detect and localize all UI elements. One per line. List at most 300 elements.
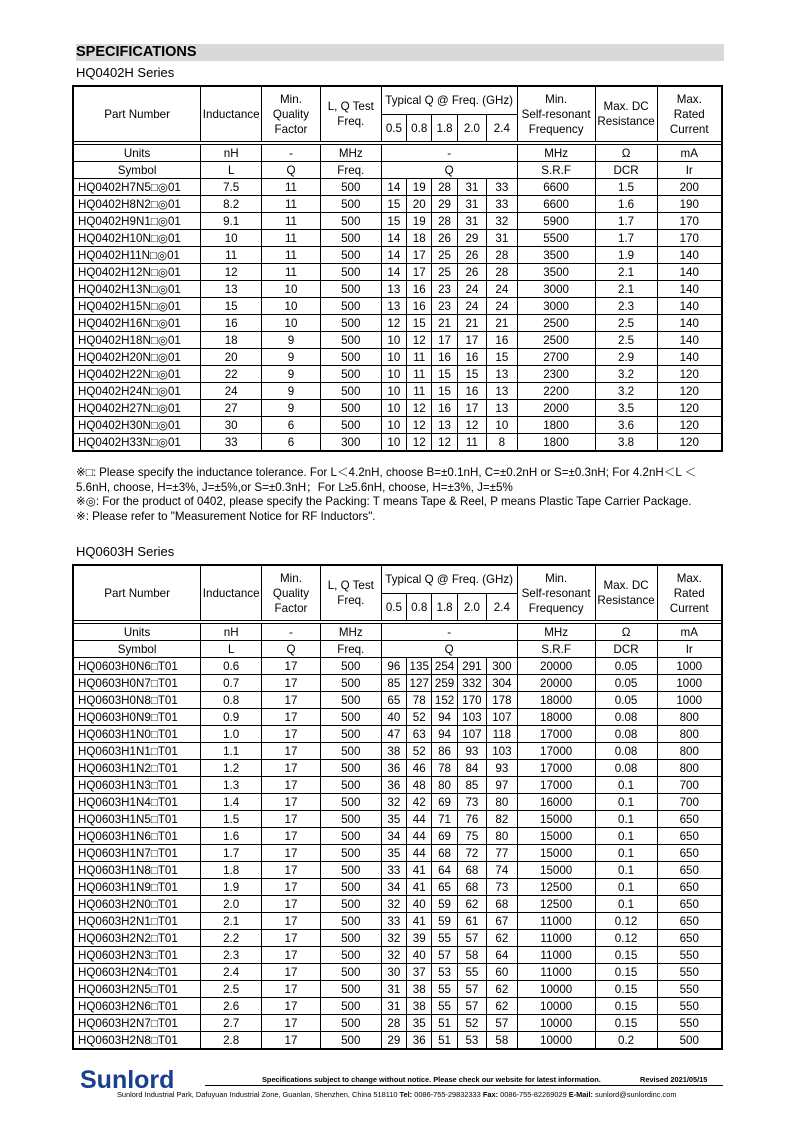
table-cell: 29 bbox=[381, 1032, 406, 1050]
table-cell: 500 bbox=[320, 794, 381, 811]
table-cell: 20000 bbox=[517, 658, 595, 675]
footer-address bbox=[117, 1090, 677, 1099]
table-cell: 3.2 bbox=[595, 366, 657, 383]
table-cell: 2300 bbox=[517, 366, 595, 383]
table-cell: 34 bbox=[381, 828, 406, 845]
table-cell: 23 bbox=[432, 298, 457, 315]
table-row bbox=[73, 1015, 722, 1032]
table-cell: 33 bbox=[487, 179, 517, 196]
table-cell: 550 bbox=[657, 981, 722, 998]
table-cell: 17 bbox=[262, 896, 321, 913]
table-cell: 47 bbox=[381, 726, 406, 743]
units-row-cell: Units bbox=[73, 145, 201, 162]
table-cell: 1.6 bbox=[201, 828, 262, 845]
table-cell: 140 bbox=[657, 298, 722, 315]
table-cell: 10 bbox=[381, 434, 406, 452]
units-row-cell: - bbox=[262, 145, 321, 162]
header-line: Min. bbox=[545, 571, 568, 585]
table-cell: 3.2 bbox=[595, 383, 657, 400]
units-row-cell: Units bbox=[73, 624, 201, 641]
table-cell: 0.1 bbox=[595, 828, 657, 845]
table-cell: 0.1 bbox=[595, 811, 657, 828]
table-cell: 10 bbox=[487, 417, 517, 434]
table-cell: 65 bbox=[432, 879, 457, 896]
table-cell: 3500 bbox=[517, 264, 595, 281]
table-cell: 60 bbox=[487, 964, 517, 981]
units-row bbox=[73, 145, 722, 162]
table-cell: 0.15 bbox=[595, 947, 657, 964]
table-cell: 3.5 bbox=[595, 400, 657, 417]
table-cell: 10000 bbox=[517, 1032, 595, 1050]
table-row bbox=[73, 709, 722, 726]
table-cell: 58 bbox=[457, 947, 486, 964]
table-cell: 500 bbox=[320, 760, 381, 777]
table-cell: 62 bbox=[487, 930, 517, 947]
table-cell: 57 bbox=[457, 981, 486, 998]
table-cell: 51 bbox=[432, 1032, 457, 1050]
table-cell: 700 bbox=[657, 794, 722, 811]
table-cell: 13 bbox=[487, 366, 517, 383]
table-cell: 40 bbox=[407, 896, 432, 913]
table-cell: 500 bbox=[320, 692, 381, 709]
series-title-hq0603h: HQ0603H Series bbox=[76, 544, 175, 559]
table-cell: 18000 bbox=[517, 692, 595, 709]
table-cell: 35 bbox=[381, 811, 406, 828]
table-cell: 9 bbox=[262, 366, 321, 383]
table-cell: HQ0603H1N9□T01 bbox=[73, 879, 201, 896]
table-cell: 0.12 bbox=[595, 930, 657, 947]
table-cell: 0.05 bbox=[595, 675, 657, 692]
table-cell: 500 bbox=[320, 828, 381, 845]
table-cell: HQ0402H20N□◎01 bbox=[73, 349, 201, 366]
table-cell: 17 bbox=[432, 332, 457, 349]
table-cell: HQ0603H2N1□T01 bbox=[73, 913, 201, 930]
table-cell: HQ0402H9N1□◎01 bbox=[73, 213, 201, 230]
table-cell: 16 bbox=[201, 315, 262, 332]
table-row bbox=[73, 383, 722, 400]
table-cell: 24 bbox=[457, 281, 486, 298]
footer-notice: Specifications subject to change without notice. Please check our website for latest information. bbox=[262, 1075, 601, 1084]
table-cell: 0.05 bbox=[595, 692, 657, 709]
table-cell: 118 bbox=[487, 726, 517, 743]
table-cell: 94 bbox=[432, 726, 457, 743]
table-cell: 16 bbox=[487, 332, 517, 349]
header-line: Self-resonant bbox=[521, 586, 591, 600]
table-cell: 1000 bbox=[657, 675, 722, 692]
table-cell: HQ0603H2N8□T01 bbox=[73, 1032, 201, 1050]
symbol-row-cell: Freq. bbox=[320, 162, 381, 179]
table-cell: 107 bbox=[487, 709, 517, 726]
table-cell: 61 bbox=[457, 913, 486, 930]
table-cell: 24 bbox=[201, 383, 262, 400]
header-line: Resistance bbox=[597, 594, 655, 607]
col-part-number: Part Number bbox=[73, 565, 201, 621]
header-line: Resistance bbox=[597, 115, 655, 128]
table-cell: 34 bbox=[381, 879, 406, 896]
table-cell: HQ0603H1N6□T01 bbox=[73, 828, 201, 845]
table-cell: 73 bbox=[457, 794, 486, 811]
table-cell: 11 bbox=[407, 383, 432, 400]
table-cell: 28 bbox=[432, 213, 457, 230]
header-line: Freq. bbox=[337, 594, 365, 607]
col-rated-current bbox=[657, 86, 722, 142]
table-cell: 135 bbox=[407, 658, 432, 675]
table-cell: 28 bbox=[487, 247, 517, 264]
table-cell: 59 bbox=[432, 896, 457, 913]
table-cell: 12 bbox=[457, 417, 486, 434]
table-cell: 500 bbox=[320, 879, 381, 896]
footer-divider bbox=[205, 1085, 723, 1086]
table-cell: 32 bbox=[487, 213, 517, 230]
table-cell: 300 bbox=[320, 434, 381, 452]
table-cell: 55 bbox=[432, 981, 457, 998]
header-line: Frequency bbox=[528, 601, 584, 615]
table-cell: 18000 bbox=[517, 709, 595, 726]
table-row bbox=[73, 247, 722, 264]
table-cell: HQ0402H10N□◎01 bbox=[73, 230, 201, 247]
table-cell: 500 bbox=[320, 332, 381, 349]
table-cell: 57 bbox=[487, 1015, 517, 1032]
table-cell: 120 bbox=[657, 400, 722, 417]
table-cell: 550 bbox=[657, 998, 722, 1015]
table-cell: 69 bbox=[432, 828, 457, 845]
table-cell: 55 bbox=[432, 998, 457, 1015]
header-line: Max. bbox=[676, 571, 702, 585]
table-cell: 170 bbox=[657, 213, 722, 230]
table-cell: 120 bbox=[657, 383, 722, 400]
table-cell: 304 bbox=[487, 675, 517, 692]
table-cell: 1800 bbox=[517, 417, 595, 434]
units-row-cell: nH bbox=[201, 145, 262, 162]
table-cell: 16 bbox=[432, 349, 457, 366]
table-cell: 8.2 bbox=[201, 196, 262, 213]
table-cell: 21 bbox=[487, 315, 517, 332]
table-cell: 63 bbox=[407, 726, 432, 743]
col-lq-freq bbox=[320, 565, 381, 621]
header-line: Quality bbox=[272, 586, 310, 600]
table-cell: 500 bbox=[320, 845, 381, 862]
table-cell: 44 bbox=[407, 845, 432, 862]
table-cell: HQ0402H30N□◎01 bbox=[73, 417, 201, 434]
freq-cell: 0.8 bbox=[407, 594, 432, 621]
table-cell: 0.1 bbox=[595, 845, 657, 862]
table-cell: 178 bbox=[487, 692, 517, 709]
table-cell: 3.6 bbox=[595, 417, 657, 434]
table-cell: 64 bbox=[487, 947, 517, 964]
freq-cell: 1.8 bbox=[432, 594, 457, 621]
table-row bbox=[73, 964, 722, 981]
units-row-cell: MHz bbox=[517, 145, 595, 162]
table-cell: 16 bbox=[432, 400, 457, 417]
table-cell: 10 bbox=[201, 230, 262, 247]
table-cell: 500 bbox=[320, 811, 381, 828]
table-cell: 3000 bbox=[517, 281, 595, 298]
table-cell: 17 bbox=[457, 400, 486, 417]
table-cell: 93 bbox=[487, 760, 517, 777]
table-cell: 0.15 bbox=[595, 998, 657, 1015]
table-cell: 27 bbox=[201, 400, 262, 417]
table-cell: HQ0402H11N□◎01 bbox=[73, 247, 201, 264]
symbol-row-cell: L bbox=[201, 641, 262, 658]
table-row bbox=[73, 366, 722, 383]
table-cell: 550 bbox=[657, 964, 722, 981]
table-cell: 0.08 bbox=[595, 743, 657, 760]
table-cell: 12500 bbox=[517, 896, 595, 913]
table-cell: HQ0402H7N5□◎01 bbox=[73, 179, 201, 196]
table-cell: 2.8 bbox=[201, 1032, 262, 1050]
header-line: Quality bbox=[272, 107, 310, 121]
table-cell: 2.9 bbox=[595, 349, 657, 366]
table-row bbox=[73, 230, 722, 247]
table-cell: 200 bbox=[657, 179, 722, 196]
table-row bbox=[73, 794, 722, 811]
header-line: Max. DC bbox=[603, 100, 649, 113]
table-cell: 17 bbox=[457, 332, 486, 349]
table-cell: 21 bbox=[432, 315, 457, 332]
table-cell: 41 bbox=[407, 879, 432, 896]
table-cell: 18 bbox=[201, 332, 262, 349]
table-cell: 13 bbox=[201, 281, 262, 298]
table-cell: 6600 bbox=[517, 196, 595, 213]
table-cell: 1.6 bbox=[595, 196, 657, 213]
header-line: Rated bbox=[673, 107, 705, 121]
table-row bbox=[73, 828, 722, 845]
table-cell: 26 bbox=[457, 247, 486, 264]
table-cell: 650 bbox=[657, 811, 722, 828]
table-cell: 96 bbox=[381, 658, 406, 675]
table-row bbox=[73, 400, 722, 417]
table-cell: 17 bbox=[407, 247, 432, 264]
table-cell: 17 bbox=[262, 709, 321, 726]
table-cell: 80 bbox=[487, 794, 517, 811]
table-cell: 80 bbox=[487, 828, 517, 845]
table-cell: 40 bbox=[407, 947, 432, 964]
table-cell: 38 bbox=[407, 998, 432, 1015]
table-cell: 0.15 bbox=[595, 964, 657, 981]
table-cell: 10000 bbox=[517, 981, 595, 998]
table-cell: 17 bbox=[262, 913, 321, 930]
table-cell: 103 bbox=[457, 709, 486, 726]
table-cell: 1.0 bbox=[201, 726, 262, 743]
table-cell: 57 bbox=[457, 930, 486, 947]
table-cell: 0.08 bbox=[595, 726, 657, 743]
header-row bbox=[73, 86, 722, 115]
table-cell: 11 bbox=[262, 247, 321, 264]
table-cell: 11 bbox=[201, 247, 262, 264]
sunlord-logo: Sunlord bbox=[80, 1066, 175, 1094]
table-cell: 550 bbox=[657, 1015, 722, 1032]
col-inductance: Inductance bbox=[201, 565, 262, 621]
table-cell: 78 bbox=[407, 692, 432, 709]
table-cell: 10 bbox=[381, 332, 406, 349]
table-cell: 17 bbox=[407, 264, 432, 281]
table-cell: 14 bbox=[381, 247, 406, 264]
table-cell: 17 bbox=[262, 930, 321, 947]
table-row bbox=[73, 743, 722, 760]
table-row bbox=[73, 315, 722, 332]
table-cell: 1000 bbox=[657, 658, 722, 675]
header-line: Min. bbox=[280, 92, 302, 106]
table-cell: 85 bbox=[457, 777, 486, 794]
table-cell: 1.8 bbox=[201, 862, 262, 879]
table-row bbox=[73, 930, 722, 947]
table-cell: 800 bbox=[657, 709, 722, 726]
table-cell: 24 bbox=[487, 281, 517, 298]
table-cell: 6600 bbox=[517, 179, 595, 196]
table-cell: 17 bbox=[262, 862, 321, 879]
table-row bbox=[73, 213, 722, 230]
table-cell: 1.5 bbox=[595, 179, 657, 196]
table-cell: 0.08 bbox=[595, 760, 657, 777]
freq-cell: 2.0 bbox=[457, 594, 486, 621]
table-row bbox=[73, 1032, 722, 1050]
header-line: Current bbox=[669, 601, 709, 615]
table-cell: HQ0603H2N7□T01 bbox=[73, 1015, 201, 1032]
table-cell: 38 bbox=[407, 981, 432, 998]
units-row-cell: - bbox=[381, 624, 517, 641]
table-cell: 32 bbox=[381, 896, 406, 913]
table-cell: 650 bbox=[657, 828, 722, 845]
freq-cell: 2.4 bbox=[487, 115, 517, 142]
footer-revised: Revised 2021/05/15 bbox=[640, 1075, 708, 1084]
table-cell: 0.15 bbox=[595, 981, 657, 998]
table-cell: 71 bbox=[432, 811, 457, 828]
table-cell: 14 bbox=[381, 230, 406, 247]
table-cell: 140 bbox=[657, 281, 722, 298]
table-cell: 140 bbox=[657, 332, 722, 349]
table-cell: 32 bbox=[381, 930, 406, 947]
table-cell: 500 bbox=[320, 400, 381, 417]
symbol-row-cell: S.R.F bbox=[517, 641, 595, 658]
table-cell: 17 bbox=[262, 1015, 321, 1032]
table-cell: 332 bbox=[457, 675, 486, 692]
table-cell: 2.1 bbox=[595, 264, 657, 281]
table-cell: 20000 bbox=[517, 675, 595, 692]
table-cell: 57 bbox=[432, 947, 457, 964]
table-cell: 650 bbox=[657, 845, 722, 862]
table-cell: 86 bbox=[432, 743, 457, 760]
table-cell: 85 bbox=[381, 675, 406, 692]
units-row-cell: Ω bbox=[595, 145, 657, 162]
freq-cell: 0.5 bbox=[381, 594, 406, 621]
table-cell: 650 bbox=[657, 879, 722, 896]
fax-number: 0086-755-82269029 bbox=[500, 1090, 567, 1099]
table-cell: 2.1 bbox=[595, 281, 657, 298]
table-cell: 0.7 bbox=[201, 675, 262, 692]
table-cell: 52 bbox=[407, 709, 432, 726]
table-cell: 0.15 bbox=[595, 1015, 657, 1032]
table-cell: 14 bbox=[381, 179, 406, 196]
units-row-cell: MHz bbox=[320, 145, 381, 162]
freq-cell: 0.8 bbox=[407, 115, 432, 142]
header-line: Factor bbox=[274, 601, 308, 615]
symbol-row-cell: DCR bbox=[595, 162, 657, 179]
symbol-row bbox=[73, 162, 722, 179]
table-cell: 0.08 bbox=[595, 709, 657, 726]
table-cell: HQ0603H1N7□T01 bbox=[73, 845, 201, 862]
table-cell: 10 bbox=[262, 315, 321, 332]
table-cell: 10 bbox=[381, 400, 406, 417]
table-cell: 11 bbox=[407, 366, 432, 383]
table-cell: 1.9 bbox=[595, 247, 657, 264]
table-cell: 65 bbox=[381, 692, 406, 709]
table-cell: 29 bbox=[432, 196, 457, 213]
table-cell: 11 bbox=[262, 230, 321, 247]
table-cell: 500 bbox=[320, 1015, 381, 1032]
col-min-q bbox=[262, 86, 321, 142]
table-cell: HQ0603H1N4□T01 bbox=[73, 794, 201, 811]
header-line: Max. DC bbox=[603, 579, 649, 592]
table-cell: 14 bbox=[381, 264, 406, 281]
table-cell: 40 bbox=[381, 709, 406, 726]
table-cell: 500 bbox=[320, 1032, 381, 1050]
table-cell: 69 bbox=[432, 794, 457, 811]
table-cell: 17 bbox=[262, 777, 321, 794]
table-cell: 51 bbox=[432, 1015, 457, 1032]
address-text: Sunlord Industrial Park, Dafuyuan Industrial Zone, Guanlan, Shenzhen, China 518110 bbox=[117, 1090, 398, 1099]
table-cell: 2500 bbox=[517, 315, 595, 332]
table-cell: 68 bbox=[432, 845, 457, 862]
table-cell: 11 bbox=[262, 213, 321, 230]
table-cell: 28 bbox=[487, 264, 517, 281]
table-cell: 73 bbox=[487, 879, 517, 896]
table-cell: 12500 bbox=[517, 879, 595, 896]
table-cell: 82 bbox=[487, 811, 517, 828]
table-cell: 650 bbox=[657, 896, 722, 913]
table-cell: 16 bbox=[457, 349, 486, 366]
table-cell: 17 bbox=[262, 1032, 321, 1050]
table-cell: 800 bbox=[657, 743, 722, 760]
table-cell: 74 bbox=[487, 862, 517, 879]
table-cell: 10 bbox=[381, 349, 406, 366]
table-cell: 0.1 bbox=[595, 777, 657, 794]
table-cell: 5500 bbox=[517, 230, 595, 247]
table-row bbox=[73, 845, 722, 862]
table-cell: 3000 bbox=[517, 298, 595, 315]
table-row bbox=[73, 281, 722, 298]
table-cell: 700 bbox=[657, 777, 722, 794]
table-cell: 2.3 bbox=[201, 947, 262, 964]
table-cell: 500 bbox=[320, 930, 381, 947]
symbol-row-cell: DCR bbox=[595, 641, 657, 658]
table-cell: 1.5 bbox=[201, 811, 262, 828]
table-cell: 28 bbox=[381, 1015, 406, 1032]
table-cell: 26 bbox=[457, 264, 486, 281]
table-cell: 21 bbox=[457, 315, 486, 332]
table-cell: 500 bbox=[320, 417, 381, 434]
table-cell: 33 bbox=[201, 434, 262, 452]
spec-table-hq0402h bbox=[72, 85, 723, 452]
table-cell: 36 bbox=[381, 777, 406, 794]
table-cell: 36 bbox=[407, 1032, 432, 1050]
table-cell: 15 bbox=[487, 349, 517, 366]
table-cell: HQ0402H8N2□◎01 bbox=[73, 196, 201, 213]
table-cell: 13 bbox=[381, 281, 406, 298]
table-cell: 10 bbox=[262, 298, 321, 315]
table-cell: 84 bbox=[457, 760, 486, 777]
table-cell: 1000 bbox=[657, 692, 722, 709]
table-cell: 11000 bbox=[517, 964, 595, 981]
table-cell: 15000 bbox=[517, 828, 595, 845]
fax-label: Fax: bbox=[482, 1090, 499, 1099]
table-cell: 500 bbox=[320, 862, 381, 879]
units-row-cell: MHz bbox=[320, 624, 381, 641]
table-cell: 41 bbox=[407, 862, 432, 879]
table-cell: 500 bbox=[320, 947, 381, 964]
header-line: L, Q Test bbox=[327, 100, 374, 113]
table-cell: 64 bbox=[432, 862, 457, 879]
table-cell: HQ0603H1N3□T01 bbox=[73, 777, 201, 794]
